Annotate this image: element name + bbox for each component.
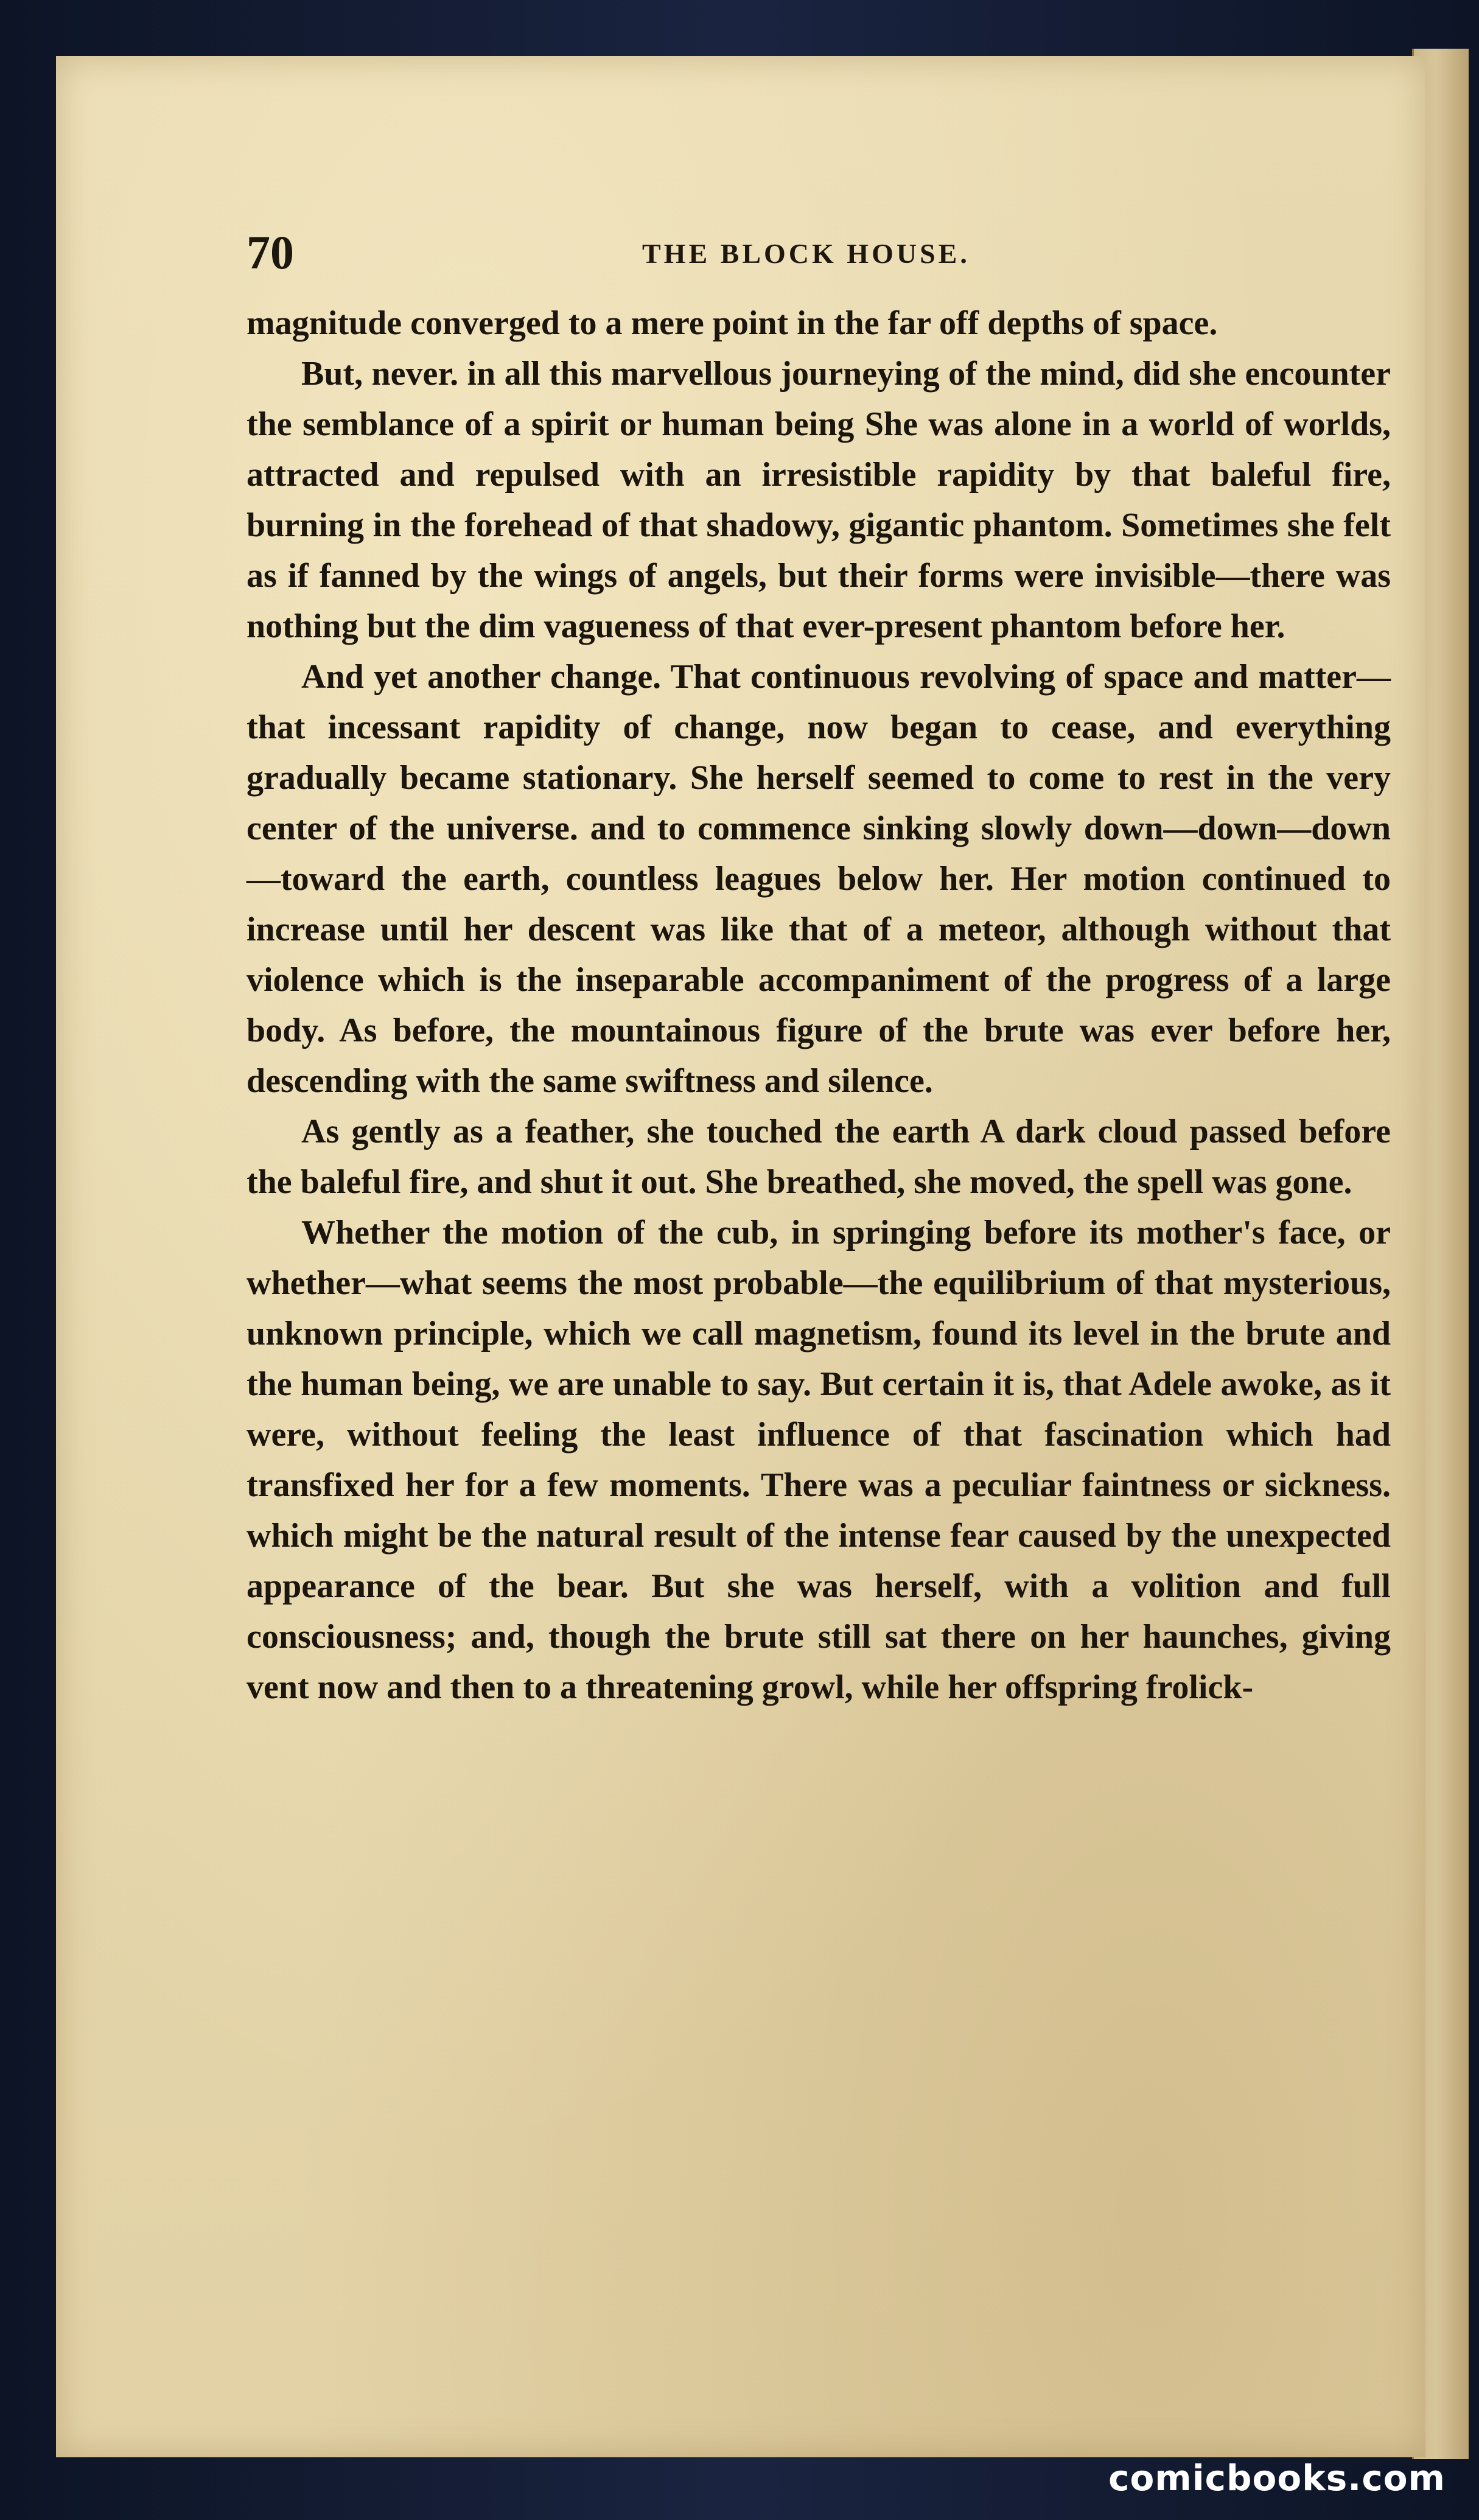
paragraph-2: But, never. in all this marvellous journeying of the mind, did she encounter the semblance of a spirit or human being She was alone in a world of worlds, attracted and repulsed with an irresistible rapidity by that baleful fire, burning in the forehead of that shadowy, gigantic phantom. Sometimes she felt as if fanned by the wings of angels, but their forms were invisible—there was nothing but the dim vagueness of that ever-present phantom before her. [246, 355, 1391, 645]
page-header [246, 225, 1391, 292]
running-head: THE BLOCK HOUSE. [642, 238, 970, 269]
paragraph-3: And yet another change. That continuous revolving of space and matter—that incessant rapidity of change, now began to cease, and everything gradually became stationary. She herself seemed to come to rest in the very center of the universe. and to commence sinking slowly down—down—down—toward the earth, countless leagues below her. Her motion continued to increase until her descent was like that of a meteor, although without that violence which is the inseparable accompaniment of the progress of a large body. As before, the mountainous figure of the brute was ever before her, descending with the same swiftness and silence. [246, 658, 1391, 1100]
paragraph-1: magnitude converged to a mere point in the far off depths of space. [246, 304, 1218, 342]
paragraph-5: Whether the motion of the cub, in springing before its mother's face, or whether—what seems the most probable—the equilibrium of that mysterious, unknown principle, which we call magnetism, found its level in the brute and the human being, we are unable to say. But certain it is, that Adele awoke, as it were, without feeling the least influence of that fascination which had transfixed her for a few moments. There was a peculiar faintness or sickness. which might be the natural result of the intense fear caused by the unexpected appearance of the bear. But she was herself, with a volition and full consciousness; and, though the brute still sat there on her haunches, giving vent now and then to a threatening growl, while her offspring frolick- [246, 1214, 1391, 1706]
body-text [246, 298, 1391, 1713]
page-number: 70 [246, 226, 294, 279]
paragraph-4: As gently as a feather, she touched the earth A dark cloud passed before the baleful fire, and shut it out. She breathed, she moved, the spell was gone. [246, 1113, 1391, 1201]
watermark: comicbooks.com [1108, 2457, 1446, 2499]
